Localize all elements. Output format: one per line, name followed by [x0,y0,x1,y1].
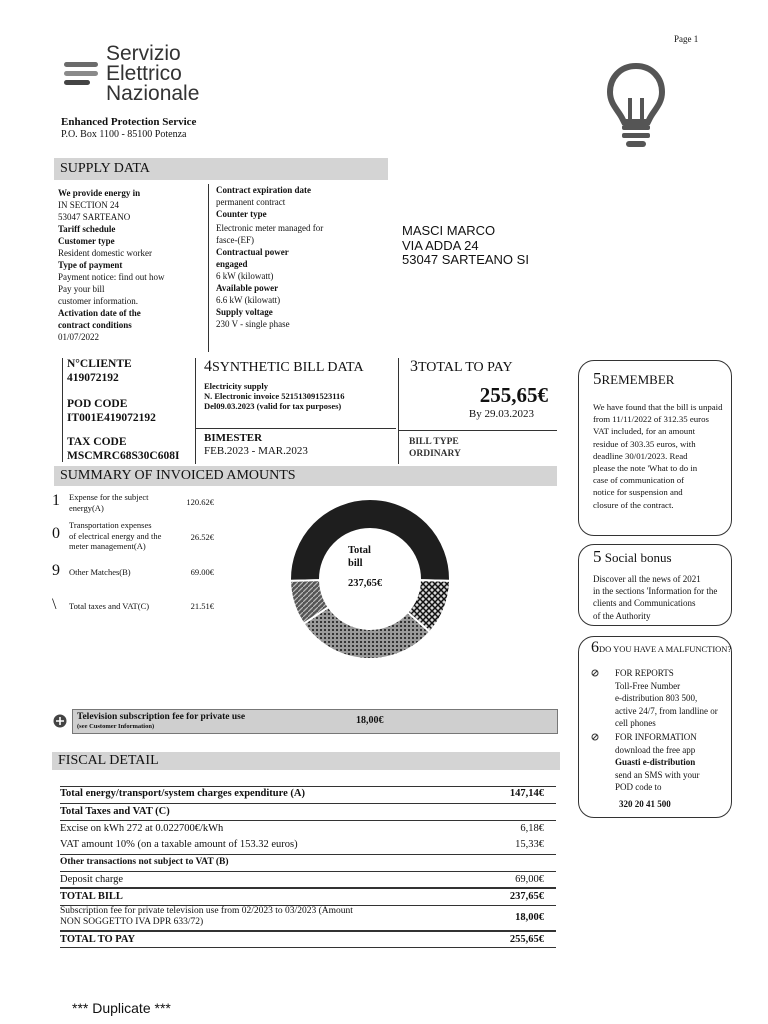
client-identifiers: N°CLIENTE 419072192 POD CODE IT001E419072192 TAX CODE MSCMRC68S30C608I [67,358,180,462]
page-number: Page 1 [674,34,699,44]
plus-circle-icon [53,714,67,728]
info-section: FOR INFORMATION download the free app Guasti e-distribution send an SMS with your POD code to 320 20 41 500 [615,732,700,809]
supply-left-column: We provide energy in IN SECTION 24 53047 SARTEANO Tariff schedule Customer type Resident domestic worker Type of payment Payment notice: find out how Pay your bill customer information. Activation date of the contract conditions 01/07/2022 [58,188,165,342]
summary-label: Expense for the subject energy(A) [69,492,149,513]
total-to-pay-title: 3TOTAL TO PAY [410,358,513,375]
fiscal-row: Subscription fee for private television use from 02/2023 to 03/2023 (Amount NON SOGGETTO IVA DPR 633/72) 18,00€ [60,906,544,927]
summary-label: Transportation expenses of electrical energy and the meter management(A) [69,520,162,551]
summary-amount: 26.52€ [190,532,214,542]
brand-logo: Servizio Elettrico Nazionale [106,42,200,105]
social-bonus-title: 5 Social bonus [593,547,672,566]
fiscal-row: Total Taxes and VAT (C) [60,806,170,817]
logo-mark [64,62,98,85]
summary-marker: 9 [52,562,60,579]
recipient-address: MASCI MARCO VIA ADDA 24 53047 SARTEANO SI [402,223,529,267]
total-to-pay-amount: 255,65€ [479,383,548,407]
fiscal-row: TOTAL TO PAY 255,65€ [60,934,544,945]
bullet-icon [591,669,599,677]
tv-fee-note: (see Customer Information) [77,723,155,730]
donut-total: 237,65€ [348,578,383,589]
fiscal-row: TOTAL BILL 237,65€ [60,891,544,902]
social-bonus-box [578,544,732,626]
summary-amount: 69.00€ [190,567,214,577]
summary-label: Other Matches(B) [69,567,131,577]
bullet-icon [591,733,599,741]
tv-fee-amount: 18,00€ [356,715,384,726]
summary-marker: 0 [52,525,60,542]
fiscal-row: Deposit charge 69,00€ [60,874,544,885]
malfunction-title: 6DO YOU HAVE A MALFUNCTION? [591,639,732,656]
summary-marker: \ [52,596,57,613]
tv-fee-label: Television subscription fee for private use [77,712,246,722]
remember-title: 5REMEMBER [593,369,675,388]
provider-address: P.O. Box 1100 - 85100 Potenza [61,129,187,140]
duplicate-watermark: *** Duplicate *** [72,1000,171,1016]
summary-marker: 1 [52,492,60,509]
summary-label: Total taxes and VAT(C) [69,601,150,611]
fiscal-detail-header: FISCAL DETAIL [52,752,560,770]
summary-amount: 21.51€ [190,601,214,611]
synthetic-bill-details: Electricity supply N. Electronic invoice 521513091523116 Del09.03.2023 (valid for tax purposes) [204,381,345,411]
fiscal-row: Total energy/transport/system charges expenditure (A) 147,14€ [60,788,544,799]
lightbulb-icon [604,62,668,152]
social-bonus-text: Discover all the news of 2021 in the sections 'Information for the clients and Communications of the Authority [593,574,718,621]
reports-section: FOR REPORTS Toll-Free Number e-distribution 803 500, active 24/7, from landline or cell phones [615,668,718,728]
due-date: By 29.03.2023 [468,408,534,420]
supply-data-header: SUPPLY DATA [54,158,388,180]
summary-amount: 120.62€ [186,497,214,507]
supply-right-column: Contract expiration date permanent contract Counter type Electronic meter managed for fasce-(EF) Contractual power engaged 6 kW (kilowatt) Available power 6.6 kW (kilowatt) Supply voltage 230 V - single phase [216,185,324,329]
donut-slice-3 [304,607,430,659]
remember-box [578,360,732,536]
bill-type: BILL TYPE ORDINARY [409,437,461,459]
donut-label: Total bill [348,545,371,569]
tv-fee-bar [72,709,558,734]
bimester: BIMESTER FEB.2023 - MAR.2023 [204,432,308,457]
provider-name: Enhanced Protection Service [61,116,197,128]
fiscal-row: VAT amount 10% (on a taxable amount of 153.32 euros) 15,33€ [60,839,544,850]
malfunction-box [578,636,732,818]
fiscal-row: Excise on kWh 272 at 0.022700€/kWh 6,18€ [60,823,544,834]
fiscal-row: Other transactions not subject to VAT (B) [60,857,229,867]
synthetic-bill-title: 4SYNTHETIC BILL DATA [204,358,364,375]
remember-text: We have found that the bill is unpaid from 11/11/2022 of 312.35 euros VAT included, for an amount residue of 303.35 euros, with deadline 30/01/2023. Read please the note 'What to do in case of communication of notice for suspension and closure of the contract. [593,402,723,510]
summary-header: SUMMARY OF INVOICED AMOUNTS [54,466,557,486]
